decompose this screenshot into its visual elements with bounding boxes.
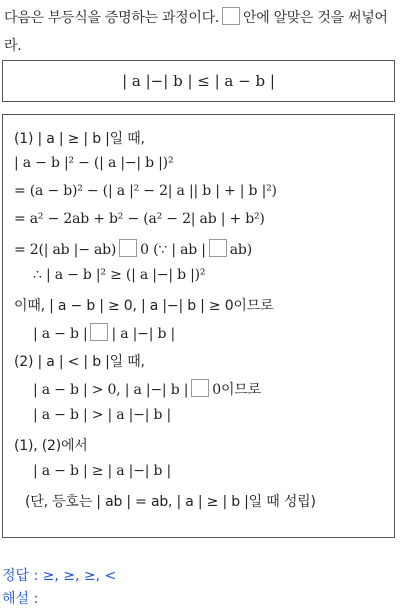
- answer-line: 정답 : ≥, ≥, ≥, <: [2, 568, 117, 584]
- inequality-box: [2, 60, 395, 102]
- blank-box-4: [191, 379, 209, 397]
- proof-step-4: [14, 239, 252, 258]
- proof-step-1: | a − b |² − (| a |−| b |)²: [14, 155, 174, 171]
- proof-step-6: 이때, | a − b | ≥ 0, | a |−| b | ≥ 0이므로: [14, 298, 274, 314]
- problem-text: 다음은 부등식을 증명하는 과정이다.: [4, 10, 219, 26]
- equality-condition: (단, 등호는 | ab | = ab, | a | ≥ | b |일 때 성립): [25, 494, 316, 510]
- proof-step-4-right: ab): [229, 242, 252, 258]
- explanation-label: 해설 :: [2, 591, 39, 607]
- proof-step-4-middle: 0 (∵ | ab |: [140, 242, 206, 258]
- proof-step-9: | a − b | > | a |−| b |: [33, 407, 172, 423]
- proof-step-7-right: | a |−| b |: [111, 326, 175, 342]
- proof-step-5: ∴ | a − b |² ≥ (| a |−| b |)²: [33, 267, 206, 283]
- conclusion-inequality: | a − b | ≥ | a |−| b |: [33, 463, 172, 479]
- problem-text-line2: 라.: [4, 38, 22, 54]
- case2-heading: (2) | a | < | b |일 때,: [14, 354, 145, 370]
- proof-step-4-left: = 2(| ab |− ab): [14, 242, 117, 258]
- blank-box-2: [209, 239, 227, 257]
- proof-step-8-left: | a − b | > 0, | a |−| b |: [33, 382, 189, 398]
- proof-step-7: [33, 323, 175, 342]
- proof-step-7-left: | a − b |: [33, 326, 88, 342]
- problem-text-continued: 안에 알맞은 것을 써넣어: [242, 10, 388, 26]
- inequality-statement: | a |−| b | ≤ | a − b |: [122, 72, 275, 90]
- proof-step-8: [33, 379, 261, 399]
- blank-box: [222, 7, 240, 25]
- blank-box-3: [90, 323, 108, 341]
- problem-statement: [4, 4, 398, 60]
- case1-heading: (1) | a | ≥ | b |일 때,: [14, 131, 145, 147]
- proof-box: [2, 114, 395, 538]
- proof-step-2: = (a − b)² − (| a |² − 2| a || b | + | b |²): [14, 183, 277, 199]
- conclusion-heading: (1), (2)에서: [14, 438, 88, 454]
- proof-step-3: = a² − 2ab + b² − (a² − 2| ab | + b²): [14, 211, 265, 227]
- proof-step-8-right: 0이므로: [212, 382, 261, 398]
- blank-box-1: [119, 239, 137, 257]
